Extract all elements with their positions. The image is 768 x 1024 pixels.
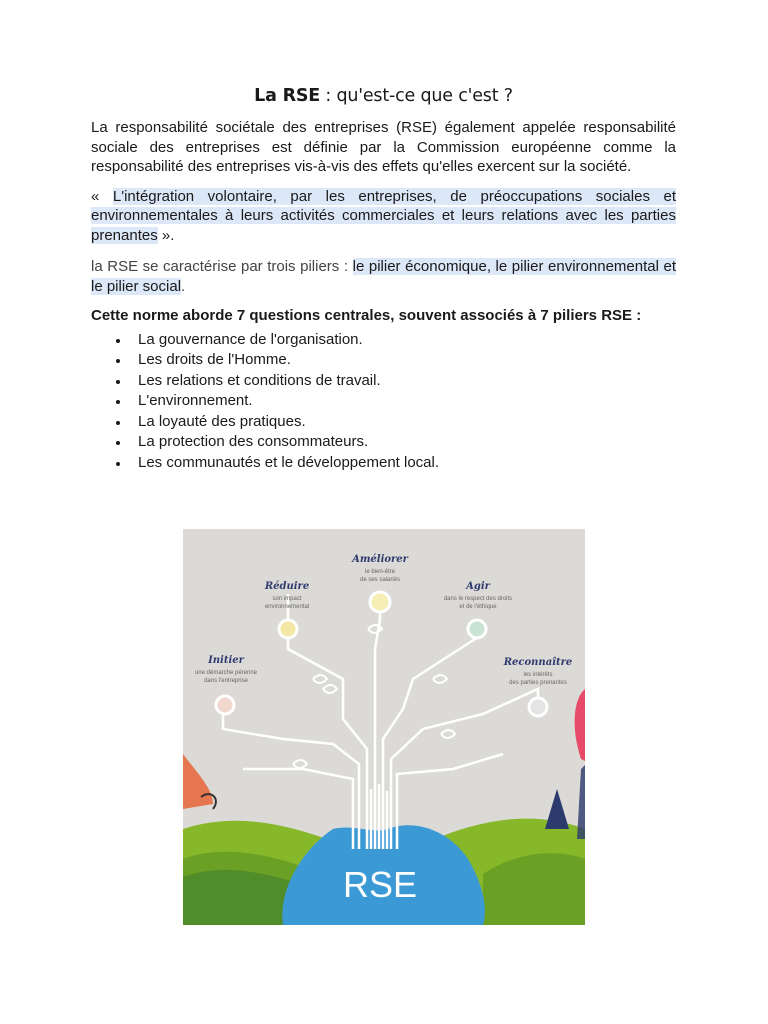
scales-flower-icon	[468, 620, 486, 638]
pillars-list	[91, 330, 676, 474]
quote-paragraph	[91, 187, 676, 246]
handshake-flower-icon	[529, 698, 547, 716]
norm-heading: Cette norme aborde 7 questions centrales, souvent associés à 7 piliers RSE :	[91, 307, 642, 324]
label-ameliorer-sub1: le bien-être	[364, 569, 396, 575]
quote-open: «	[91, 187, 113, 205]
label-reconnaitre-sub1: les intérêts	[523, 672, 553, 678]
pillars-intro: la RSE se caractérise par trois piliers :	[91, 258, 353, 275]
label-agir-sub1: dans le respect des droits	[443, 596, 513, 602]
list-item: La gouvernance de l'organisation.	[138, 330, 676, 351]
pillars-end: .	[181, 277, 186, 295]
label-ameliorer-sub2: de ses salariés	[359, 577, 401, 583]
intro-paragraph: La responsabilité sociétale des entreprises (RSE) également appelée responsabilité sociale des entreprises est définie par la Commission européenne comme la responsabilité des entreprises vis-à-vis des effets qu'elles exercent sur la société.	[91, 119, 676, 175]
list-item: Les droits de l'Homme.	[138, 350, 676, 371]
lightbulb-flower-icon	[370, 592, 390, 612]
label-initier-title: Initier	[208, 655, 244, 666]
label-reduire-title: Réduire	[264, 581, 310, 592]
leaf-flower-icon	[279, 620, 297, 638]
label-reduire-sub1: son impact	[272, 596, 302, 602]
label-initier-sub2: dans l'entreprise	[204, 678, 248, 684]
start-flower-icon	[216, 696, 234, 714]
label-reconnaitre-sub2: des parties prenantes	[509, 680, 567, 686]
title-part-1: La RSE	[254, 86, 321, 106]
title-part-2: : qu'est-ce que c'est ?	[320, 86, 513, 106]
document-page	[91, 86, 676, 474]
highlighted-quote: L'intégration volontaire, par les entreprises, de préoccupations sociales et environnementales à leurs activités commerciales et leurs relations avec les parties prenantes	[91, 187, 676, 244]
list-item: L'environnement.	[138, 391, 676, 412]
list-item: Les communautés et le développement local.	[138, 453, 676, 474]
label-ameliorer-title: Améliorer	[352, 554, 408, 565]
rse-illustration	[183, 529, 585, 925]
label-reduire-sub2: environnemental	[264, 604, 310, 610]
quote-close: ».	[157, 226, 175, 244]
pillars-paragraph	[91, 257, 676, 296]
label-agir-title: Agir	[466, 581, 490, 592]
rse-center-label: RSE	[342, 864, 418, 905]
label-reconnaitre-title: Reconnaître	[503, 657, 573, 668]
rse-tree-graphic	[183, 529, 585, 925]
label-initier-sub1: une démarche pérenne	[194, 670, 258, 676]
page-title	[91, 86, 676, 106]
list-item: La protection des consommateurs.	[138, 432, 676, 453]
list-item: La loyauté des pratiques.	[138, 412, 676, 433]
highlighted-pillars: le pilier économique, le pilier environnemental et le pilier social	[91, 258, 677, 295]
label-agir-sub2: et de l'éthique	[459, 604, 497, 610]
list-item: Les relations et conditions de travail.	[138, 371, 676, 392]
